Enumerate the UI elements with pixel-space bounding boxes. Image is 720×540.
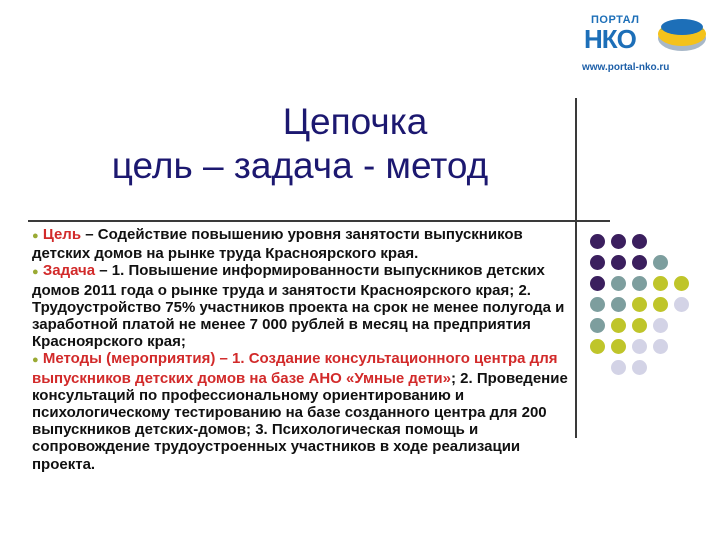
decorative-dot xyxy=(653,339,668,354)
decorative-dot xyxy=(674,276,689,291)
goal-label: Цель xyxy=(42,226,82,243)
decorative-dot xyxy=(590,234,605,249)
decorative-dot xyxy=(611,255,626,270)
decorative-dot xyxy=(611,297,626,312)
decorative-dot xyxy=(611,318,626,333)
goal-text: – Содействие повышению уровня занятости выпускников детских домов на рынке труда Красноярского края. xyxy=(32,226,523,263)
content-block xyxy=(32,226,577,473)
logo-small-text: ПОРТАЛ xyxy=(591,14,640,26)
decorative-dot xyxy=(611,339,626,354)
title-line-2: цель – задача - метод xyxy=(111,145,489,186)
methods-label: Методы (мероприятия) xyxy=(42,350,216,368)
decorative-dot xyxy=(632,234,647,249)
decorative-dot xyxy=(590,255,605,270)
logo-url: www.portal-nko.ru xyxy=(582,62,670,73)
methods-paragraph xyxy=(32,350,577,472)
decorative-dot-grid xyxy=(590,234,705,414)
decorative-dot xyxy=(653,276,668,291)
logo-big-text: НКО xyxy=(584,24,636,54)
methods-text-highlight: – 1. Создание консультационного центра для выпускников детских домов на базе АНО «Умные дети» xyxy=(32,350,558,387)
decorative-dot xyxy=(674,297,689,312)
decorative-dot xyxy=(611,234,626,249)
decorative-dot xyxy=(653,318,668,333)
portal-nko-logo xyxy=(580,14,710,86)
decorative-dot xyxy=(632,276,647,291)
goal-paragraph xyxy=(32,226,577,262)
decorative-dot xyxy=(653,255,668,270)
task-text: – 1. Повышение информированности выпускников детских домов 2011 года о рынке труда и занятости Красноярского края; 2. Трудоустройство 75% участников проекта на срок не менее полугода и заработной платой не менее 7 000 рублей в месяц на предприятия Красноярского края; xyxy=(32,262,565,351)
bullet-icon: ● xyxy=(32,230,39,242)
task-paragraph xyxy=(32,262,577,350)
decorative-dot xyxy=(590,297,605,312)
page-title xyxy=(40,100,560,188)
decorative-dot xyxy=(632,255,647,270)
decorative-dot xyxy=(611,276,626,291)
decorative-dot xyxy=(590,318,605,333)
logo-disc-icon xyxy=(656,16,708,54)
methods-text: ; 2. Проведение консультаций по профессиональному ориентированию и психологическому тестированию на базе созданного центра для 200 выпускников детских-домов; 3. Психологическая помощь и сопровождение трудоустроенных участников в ходе реализации проекта. xyxy=(32,369,568,473)
decorative-dot xyxy=(590,339,605,354)
decorative-dot xyxy=(632,297,647,312)
decorative-dot xyxy=(590,276,605,291)
bullet-icon: ● xyxy=(32,354,39,367)
task-label: Задача xyxy=(42,262,96,280)
title-line-1: Цепочка xyxy=(282,101,428,142)
decorative-dot xyxy=(632,360,647,375)
decorative-dot xyxy=(632,318,647,333)
horizontal-divider xyxy=(28,220,610,222)
bullet-icon: ● xyxy=(32,266,39,279)
decorative-dot xyxy=(632,339,647,354)
decorative-dot xyxy=(611,360,626,375)
decorative-dot xyxy=(653,297,668,312)
